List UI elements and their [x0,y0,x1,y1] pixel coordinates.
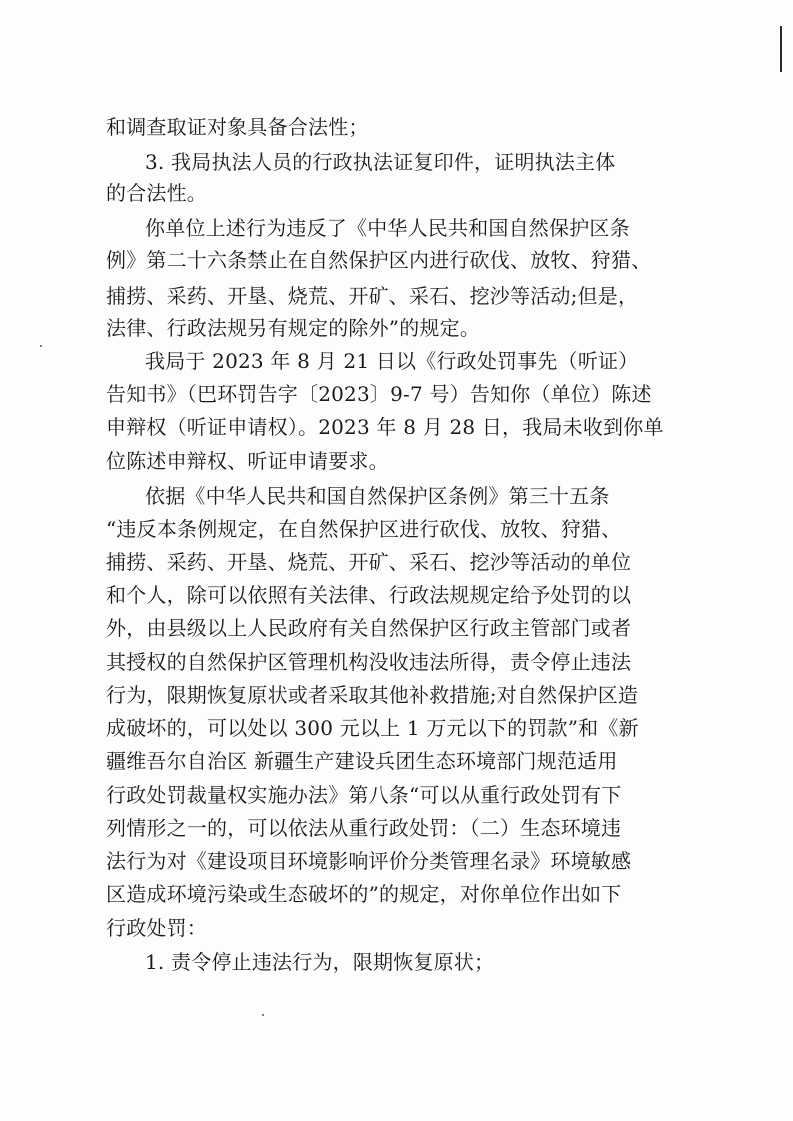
scan-speck [40,345,42,347]
text-line: 法行为对《建设项目环境影响评价分类管理名录》环境敏感 [106,849,632,873]
text-line: 捕捞、采药、开垦、烧荒、开矿、采石、挖沙等活动;但是， [106,284,639,308]
text-line: 法律、行政法规另有规定的除外”的规定。 [106,316,481,340]
text-line: 你单位上述行为违反了《中华人民共和国自然保护区条 [145,216,630,240]
text-line: 申辩权（听证申请权）。2023 年 8 月 28 日，我局未收到你单 [106,415,664,439]
text-line: 和个人，除可以依照有关法律、行政法规规定给予处罚的以 [106,583,632,607]
text-line: 我局于 2023 年 8 月 21 日以《行政处罚事先（听证） [145,349,639,373]
text-line: 行政处罚： [106,916,207,940]
text-line: 1. 责令停止违法行为，限期恢复原状； [145,950,495,974]
text-line: 依据《中华人民共和国自然保护区条例》第三十五条 [145,484,610,508]
text-line: “违反本条例规定，在自然保护区进行砍伐、放牧、狩猎、 [106,517,622,541]
text-line: 的合法性。 [106,181,207,205]
text-line: 其授权的自然保护区管理机构没收违法所得，责令停止违法 [106,650,632,674]
text-line: 成破坏的，可以处以 300 元以上 1 万元以下的罚款”和《新 [106,716,639,740]
text-line: 列情形之一的，可以依法从重行政处罚：（二）生态环境违 [106,816,622,840]
text-line: 行为，限期恢复原状或者采取其他补救措施;对自然保护区造 [106,683,639,707]
text-line: 告知书》（巴环罚告字〔2023〕9-7 号）告知你（单位）陈述 [106,382,652,406]
text-line: 捕捞、采药、开垦、烧荒、开矿、采石、挖沙等活动的单位 [106,550,632,574]
text-line: 和调查取证对象具备合法性； [106,115,369,139]
text-line: 区造成环境污染或生态破坏的”的规定，对你单位作出如下 [106,882,622,906]
scan-edge-mark [780,26,782,72]
text-line: 例》第二十六条禁止在自然保护区内进行砍伐、放牧、狩猎、 [106,248,652,272]
text-line: 行政处罚裁量权实施办法》第八条“可以从重行政处罚有下 [106,783,622,807]
text-line: 疆维吾尔自治区 新疆生产建设兵团生态环境部门规范适用 [106,749,618,773]
text-line: 3. 我局执法人员的行政执法证复印件，证明执法主体 [145,150,616,174]
text-line: 外，由县级以上人民政府有关自然保护区行政主管部门或者 [106,616,632,640]
scan-speck [262,1014,264,1016]
text-line: 位陈述申辩权、听证申请要求。 [106,449,389,473]
